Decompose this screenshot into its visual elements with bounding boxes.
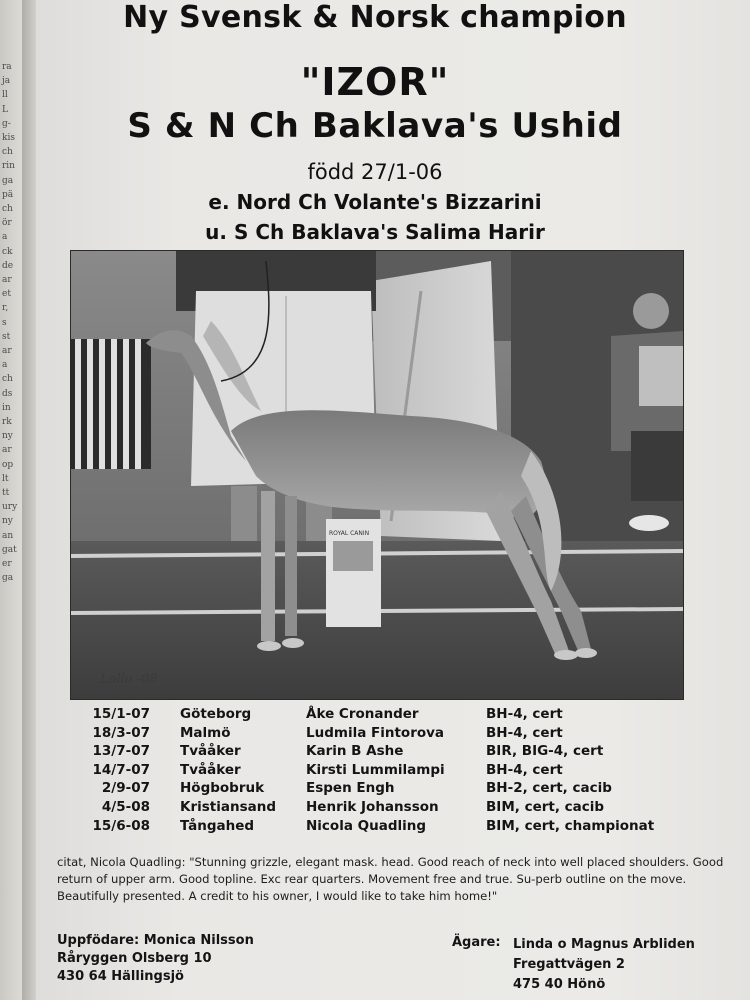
previous-page-text-fragment: pä [2, 189, 14, 200]
previous-page-text-fragment: ch [2, 374, 13, 385]
judge-citation [57, 854, 737, 905]
previous-page-text-fragment: ja [2, 76, 11, 87]
previous-page-text-fragment: st [2, 331, 11, 342]
citation-intro: citat, Nicola Quadling: [57, 855, 186, 869]
previous-page-text-fragment: ör [2, 218, 12, 229]
result-judge: Nicola Quadling [306, 817, 427, 834]
dog-show-photo [70, 250, 684, 700]
previous-page-text-fragment: ny [2, 516, 13, 527]
result-date: 14/7-07 [92, 761, 150, 778]
previous-page-text-fragment: ds [2, 388, 13, 399]
result-place: Malmö [180, 724, 231, 741]
breeder-block [57, 932, 254, 986]
birth-date: född 27/1-06 [307, 160, 443, 184]
previous-page-text-fragment: et [2, 289, 11, 300]
call-name: "IZOR" [300, 60, 450, 104]
result-award: BH-4, cert [486, 706, 563, 722]
previous-page-text-fragment: de [2, 260, 14, 271]
previous-page-text-fragment: rk [2, 417, 12, 427]
previous-page-text-fragment: ar [2, 275, 12, 285]
previous-page-text-fragment: ll [2, 90, 8, 101]
breeder-street: Råryggen Olsberg 10 [57, 951, 212, 966]
headline-title: Ny Svensk & Norsk champion [123, 0, 627, 35]
previous-page-text-fragment: rin [2, 161, 15, 172]
dam-line: u. S Ch Baklava's Salima Harir [205, 220, 545, 244]
sire-line: e. Nord Ch Volante's Bizzarini [208, 190, 542, 214]
photo-signature: Lollo -08 [100, 672, 158, 687]
result-place: Tångahed [180, 817, 255, 834]
result-judge: Kirsti Lummilampi [306, 761, 445, 778]
owner-block [513, 935, 695, 995]
previous-page-text-fragment: an [2, 530, 14, 541]
result-place: Högbobruk [180, 780, 265, 797]
result-date: 15/6-08 [92, 817, 150, 834]
result-place: Kristiansand [180, 799, 277, 815]
previous-page-edge [0, 0, 22, 1000]
previous-page-text-fragment: L [2, 104, 8, 115]
box-brand-text: ROYAL CANIN [329, 530, 370, 537]
result-date: 15/1-07 [92, 706, 150, 722]
previous-page-text-fragment: lt [2, 473, 9, 484]
previous-page-text-fragment: ch [2, 204, 13, 214]
breeder-postal: 430 64 Hällingsjö [57, 969, 184, 984]
previous-page-text-fragment: ga [2, 573, 14, 584]
result-award: BIM, cert, cacib [486, 799, 605, 815]
result-place: Tvååker [180, 761, 241, 778]
striped-chair [71, 339, 151, 469]
result-judge: Åke Cronander [306, 706, 419, 722]
previous-page-text-fragment: gat [2, 544, 17, 555]
result-date: 18/3-07 [92, 724, 150, 741]
previous-page-text-fragment: ny [2, 431, 13, 442]
previous-page-text-fragment: in [2, 402, 11, 413]
previous-page-text-fragment: g- [2, 118, 11, 129]
previous-page-text-fragment: tt [2, 488, 10, 498]
result-judge: Espen Engh [306, 780, 395, 797]
result-date: 13/7-07 [92, 743, 150, 760]
previous-page-text-fragment: op [2, 459, 14, 470]
previous-page-text-fragment: r, [2, 303, 9, 314]
royal-canin-box [326, 519, 381, 627]
result-place: Göteborg [180, 706, 252, 722]
photo-illustration [71, 251, 683, 699]
result-award: BIR, BIG-4, cert [486, 743, 604, 760]
result-place: Tvååker [180, 743, 241, 760]
result-judge: Ludmila Fintorova [306, 724, 445, 741]
previous-page-text-fragment: ar [2, 346, 12, 356]
previous-page-text-fragment: s [2, 317, 7, 328]
result-award: BH-4, cert [486, 761, 563, 778]
citation-text: "Stunning grizzle, elegant mask. head. Good reach of neck into well placed shoulders. Good return of upper arm. Good topline. Exc rear quarters. Movement free and true. Su-perb outline on the move. Beautifully presented. A credit to his owner, I would like to take him home!" [57, 855, 724, 903]
result-award: BH-2, cert, cacib [486, 780, 612, 797]
previous-page-text-fragment: a [2, 232, 8, 243]
previous-page-text-fragment: ra [2, 62, 12, 72]
breeder-name: Uppfödare: Monica Nilsson [57, 933, 254, 948]
previous-page-text-fragment: ga [2, 175, 14, 186]
owner-postal: 475 40 Hönö [513, 977, 606, 992]
previous-page-text-fragment: ck [2, 246, 13, 257]
previous-page-text-fragment: kis [2, 133, 15, 143]
result-award: BH-4, cert [486, 724, 563, 741]
owner-street: Fregattvägen 2 [513, 957, 625, 972]
previous-page-text-fragment: ury [2, 502, 18, 513]
previous-page-text-fragment: ch [2, 147, 13, 158]
previous-page-text-fragment: ar [2, 445, 12, 456]
result-judge: Henrik Johansson [306, 799, 439, 815]
registered-name: S & N Ch Baklava's Ushid [127, 106, 623, 146]
result-award: BIM, cert, championat [486, 817, 655, 834]
result-date: 4/5-08 [101, 799, 150, 815]
owner-name: Linda o Magnus Arbliden [513, 937, 695, 952]
result-judge: Karin B Ashe [306, 743, 404, 760]
previous-page-text-fragment: er [2, 559, 12, 569]
previous-page-text-fragment: a [2, 360, 8, 371]
result-date: 2/9-07 [101, 780, 150, 797]
owner-label: Ägare: [452, 935, 501, 950]
